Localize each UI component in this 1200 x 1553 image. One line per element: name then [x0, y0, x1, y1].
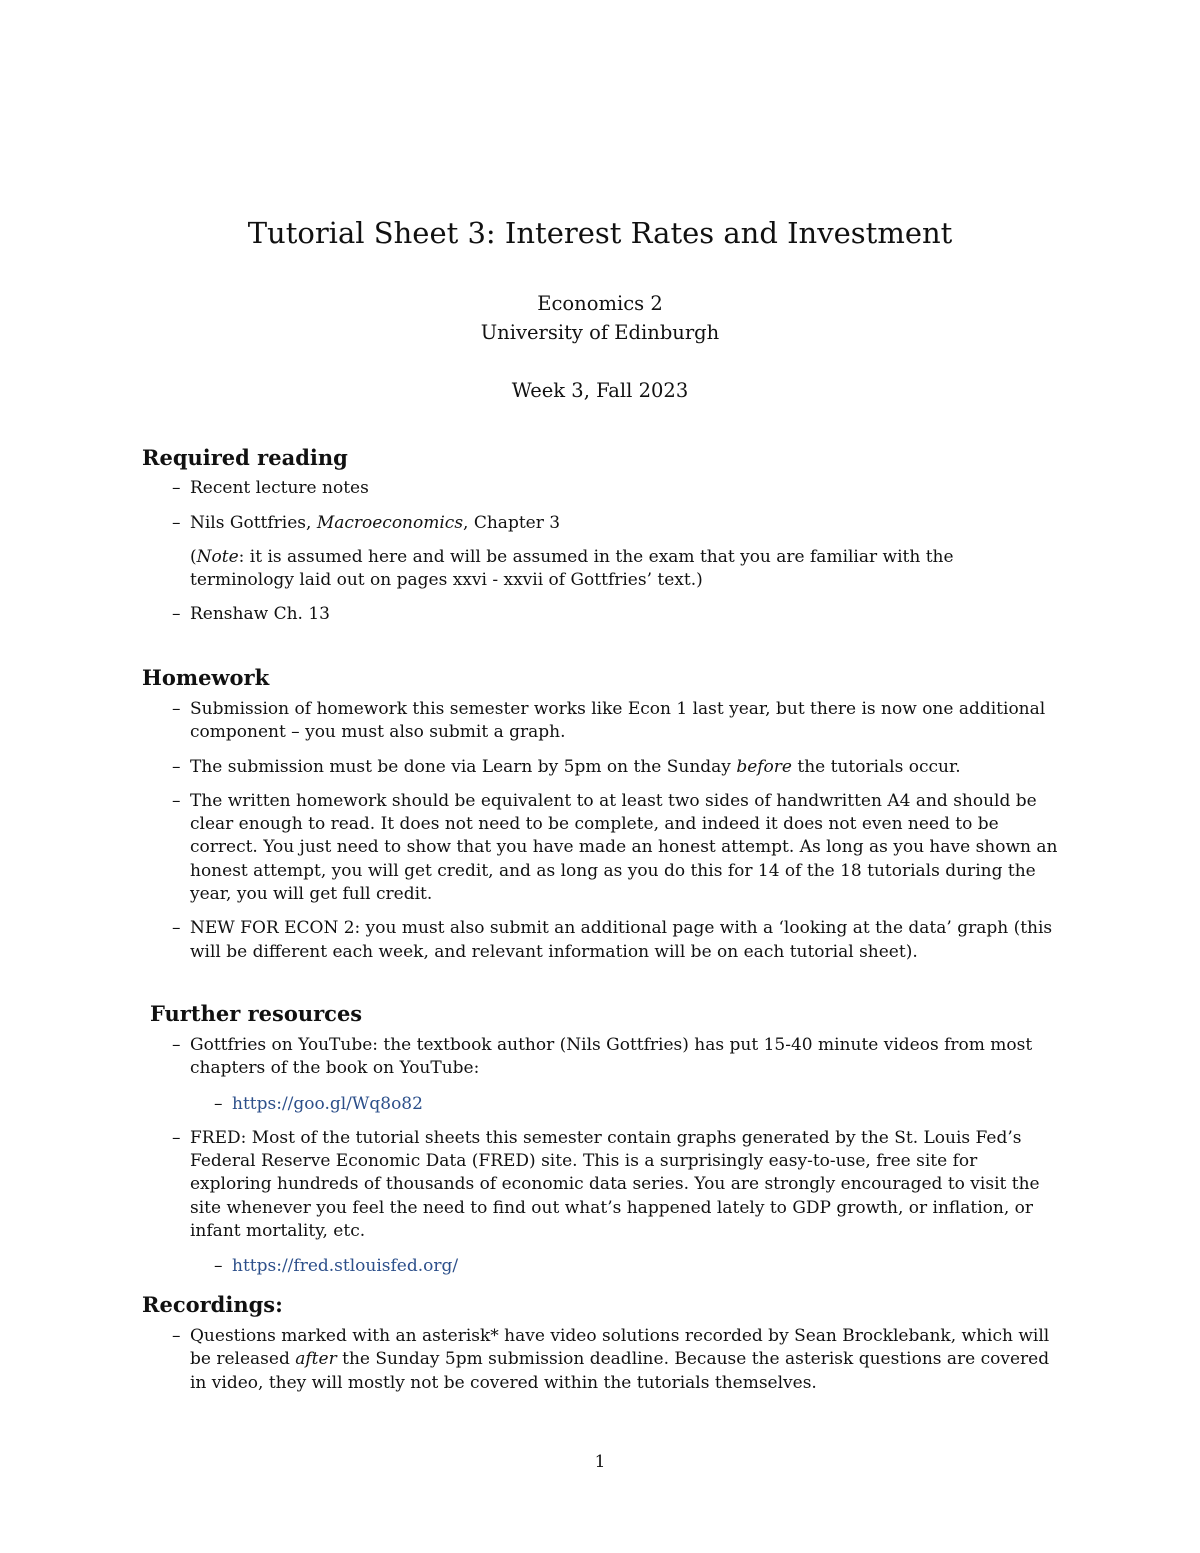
section-homework: [142, 663, 1062, 964]
list-item-text: The written homework should be equivalent to at least two sides of handwritten A4 and should be clear enough to read. It does not need to be complete, and indeed it does not even need to be correct. You just need to show that you have made an honest attempt. As long as you have shown an honest attempt, you will get credit, and as long as you do this for 14 of the 18 tutorials during the year, you will get full credit.: [190, 790, 1058, 905]
list-item-text: Renshaw Ch. 13: [190, 604, 330, 625]
list-item-text: NEW FOR ECON 2: you must also submit an additional page with a ‘looking at the data’ graph (this will be different each week, and relevant information will be on each tutorial sheet).: [190, 918, 1053, 962]
recordings-list: [142, 1325, 1062, 1395]
title-block: [0, 214, 1200, 252]
university-name: University of Edinburgh: [480, 321, 720, 344]
list-item: [142, 917, 1062, 964]
list-item: [142, 756, 1062, 779]
list-item-text: the tutorials occur.: [791, 756, 961, 777]
list-item-text: Questions marked with an asterisk* have video solutions recorded by Sean Brocklebank, which will be released: [190, 1326, 1050, 1370]
further-resources-list: [142, 1034, 1062, 1279]
section-heading: Required reading: [142, 445, 348, 470]
list-item-text: Nils Gottfries,: [190, 513, 317, 534]
section-recordings: [142, 1290, 1062, 1395]
sub-list-item: [190, 1093, 1062, 1116]
fred-link[interactable]: https://fred.stlouisfed.org/: [232, 1256, 459, 1277]
emphasis: before: [736, 756, 792, 777]
list-item-text: FRED: Most of the tutorial sheets this semester contain graphs generated by the St. Louis Fed’s Federal Reserve Economic Data (FRED) site. This is a surprisingly easy-to-use, free site for exploring hundreds of thousands of economic data series. You are strongly encouraged to visit the site whenever you feel the need to find out what’s happened lately to GDP growth, or inflation, or infant mortality, etc.: [190, 1127, 1040, 1242]
list-item-text: Submission of homework this semester works like Econ 1 last year, but there is now one additional component – you must also submit a graph.: [190, 699, 1046, 743]
list-item-text: The submission must be done via Learn by 5pm on the Sunday: [190, 756, 737, 777]
section-heading: Homework: [142, 665, 270, 690]
note-label: Note: [196, 546, 239, 567]
book-title: Macroeconomics: [316, 513, 464, 534]
list-item: [142, 1127, 1062, 1279]
list-item: [142, 1034, 1062, 1116]
required-reading-list: [142, 477, 1062, 536]
list-item-text: Gottfries on YouTube: the textbook author (Nils Gottfries) has put 15-40 minute videos from most chapters of the book on YouTube:: [190, 1035, 1033, 1079]
course-name: Economics 2: [537, 292, 663, 315]
section-heading: Further resources: [150, 1001, 363, 1026]
page-title: Tutorial Sheet 3: Interest Rates and Investment: [247, 216, 953, 250]
note-text: : it is assumed here and will be assumed in the exam that you are familiar with the terminology laid out on pages xxvi - xxvii of Gottfries’ text.): [190, 546, 954, 590]
homework-list: [142, 698, 1062, 964]
list-item: [142, 698, 1062, 745]
sub-list: [190, 1255, 1062, 1278]
required-reading-list-cont: [142, 603, 1062, 626]
section-heading: Recordings:: [142, 1292, 283, 1317]
list-item: [142, 1325, 1062, 1395]
list-item-text: the Sunday 5pm submission deadline. Because the asterisk questions are covered in video, they will mostly not be covered within the tutorials themselves.: [190, 1349, 1050, 1393]
note-paragraph: [142, 546, 1062, 593]
emphasis: after: [295, 1349, 337, 1370]
list-item: [142, 790, 1062, 906]
list-item: [142, 477, 1062, 500]
page-number: 1: [594, 1452, 606, 1472]
section-required-reading: [142, 443, 1062, 626]
youtube-link[interactable]: https://goo.gl/Wq8o82: [232, 1093, 423, 1114]
list-item-text: , Chapter 3: [463, 513, 561, 534]
sub-list-item: [190, 1255, 1062, 1278]
sub-list: [190, 1093, 1062, 1116]
section-further-resources: [142, 999, 1062, 1279]
list-item-text: Recent lecture notes: [190, 478, 369, 498]
note-open: (: [190, 546, 197, 567]
list-item: [142, 512, 1062, 535]
list-item: [142, 603, 1062, 626]
date-line: Week 3, Fall 2023: [511, 379, 689, 402]
